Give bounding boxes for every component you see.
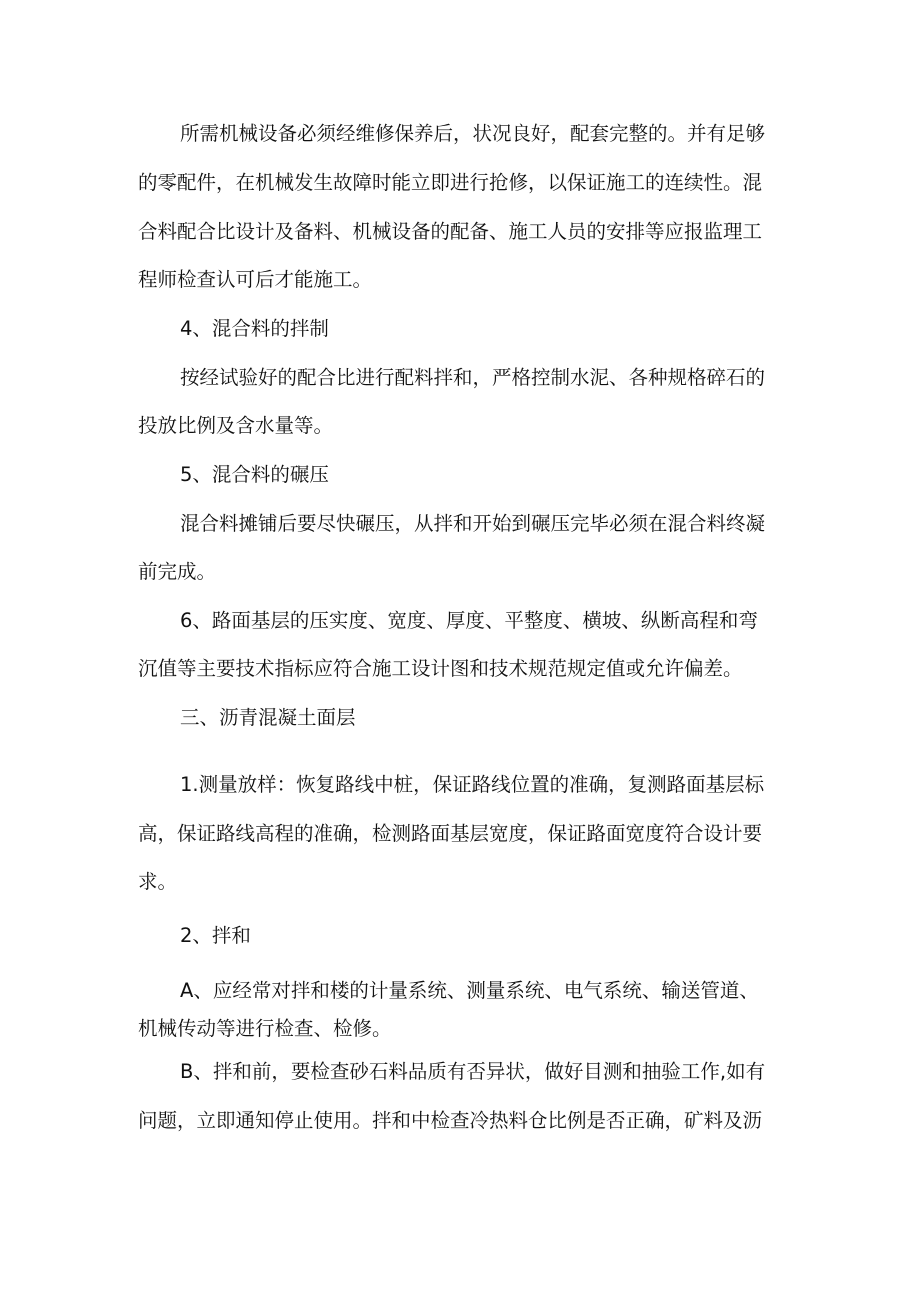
heading-compaction: 5、混合料的碾压 [180,463,329,486]
paragraph-mixing-line-1: 按经试验好的配合比进行配料拌和，严格控制水泥、各种规格碎石的 [180,366,766,389]
heading-asphalt-layer: 三、沥青混凝土面层 [180,706,356,729]
paragraph-indicators-line-1: 6、路面基层的压实度、宽度、厚度、平整度、横坡、纵断高程和弯 [180,609,758,632]
paragraph-equipment-line-1: 所需机械设备必须经维修保养后，状况良好，配套完整的。并有足够 [180,122,766,145]
heading-blending: 2、拌和 [180,924,251,947]
paragraph-item-a-line-1: A、应经常对拌和楼的计量系统、测量系统、电气系统、输送管道、 [180,979,759,1002]
paragraph-survey-line-1: 1.测量放样：恢复路线中桩，保证路线位置的准确，复测路面基层标 [180,773,765,796]
paragraph-item-b-line-1: B、拌和前，要检查砂石料品质有否异状，做好目测和抽验工作,如有 [180,1060,766,1083]
paragraph-item-a-line-2: 机械传动等进行检查、检修。 [138,1017,392,1040]
paragraph-equipment-line-3: 合料配合比设计及备料、机械设备的配备、施工人员的安排等应报监理工 [138,220,763,243]
paragraph-compaction-line-1: 混合料摊铺后要尽快碾压，从拌和开始到碾压完毕必须在混合料终凝 [180,512,766,535]
paragraph-compaction-line-2: 前完成。 [138,560,217,583]
paragraph-indicators-line-2: 沉值等主要技术指标应符合施工设计图和技术规范规定值或允许偏差。 [138,657,743,680]
paragraph-item-b-line-2: 问题，立即通知停止使用。拌和中检查冷热料仓比例是否正确，矿料及沥 [138,1109,763,1132]
paragraph-equipment-line-2: 的零配件，在机械发生故障时能立即进行抢修，以保证施工的连续性。混 [138,171,763,194]
paragraph-mixing-line-2: 投放比例及含水量等。 [138,414,334,437]
heading-mixing: 4、混合料的拌制 [180,317,329,340]
paragraph-survey-line-3: 求。 [138,870,178,893]
paragraph-survey-line-2: 高，保证路线高程的准确，检测路面基层宽度，保证路面宽度符合设计要 [138,822,763,845]
paragraph-equipment-line-4: 程师检查认可后才能施工。 [138,268,373,291]
